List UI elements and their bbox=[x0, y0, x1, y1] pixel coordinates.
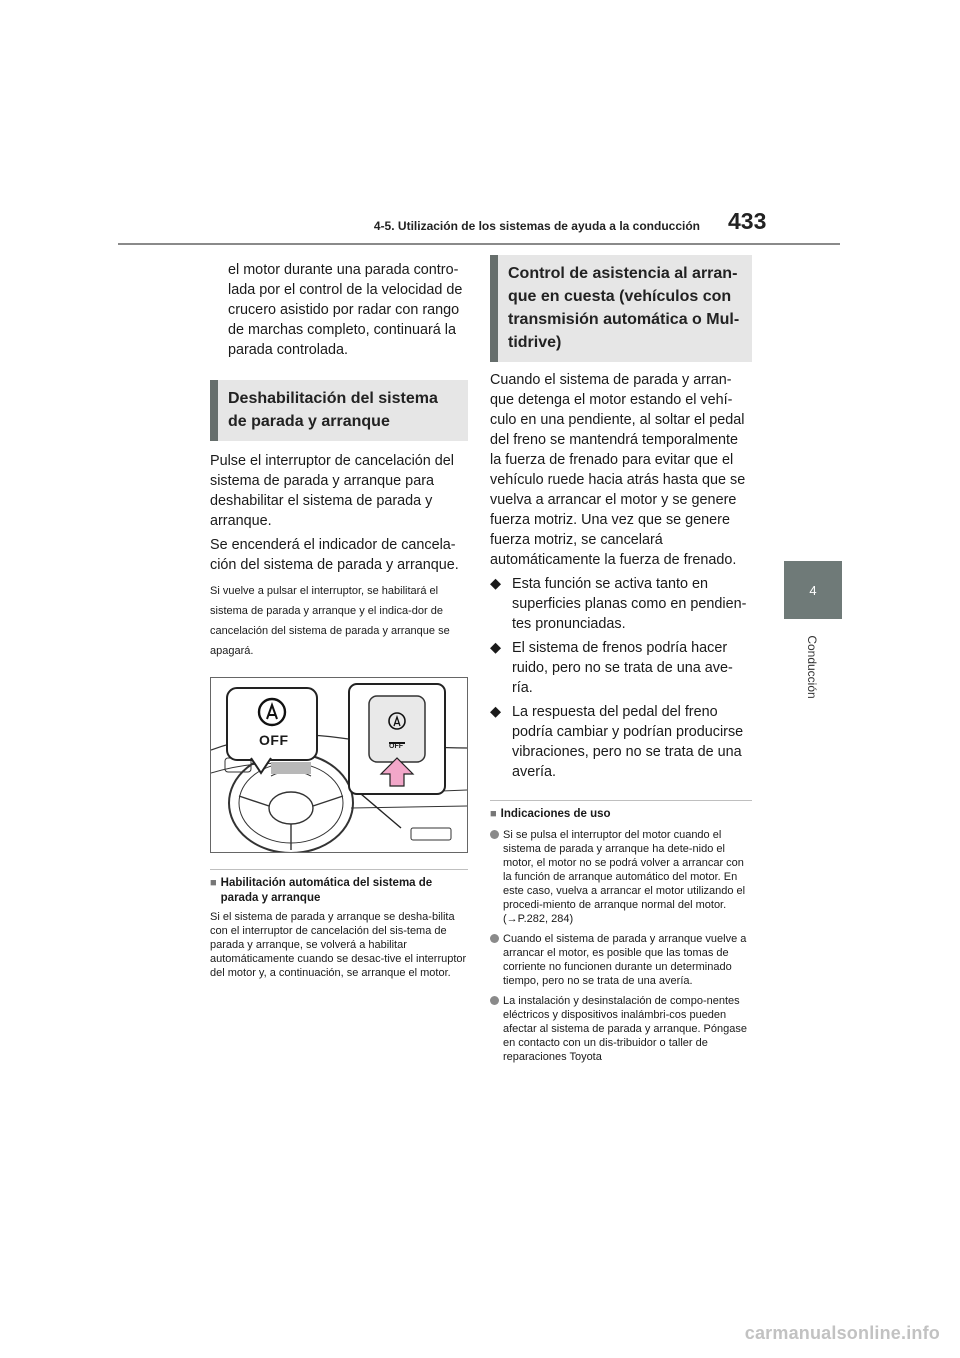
off-label-small: OFF bbox=[389, 743, 403, 750]
circle-bullet-icon bbox=[490, 934, 499, 943]
chapter-tab: 4 bbox=[784, 561, 842, 619]
note-item bbox=[490, 994, 752, 1064]
note-item-text: Si se pulsa el interruptor del motor cuando el sistema de parada y arranque ha dete-nido el motor, el motor no se podrá volver a arrancar con la función de arranque automático del motor. En este caso, vuelva a arrancar el motor utilizando el procedi-miento de arranque normal del motor. (→P.282, 284) bbox=[503, 829, 746, 925]
square-bullet-icon: ■ bbox=[490, 808, 497, 820]
bullet-item bbox=[490, 574, 752, 634]
watermark: carmanualsonline.info bbox=[744, 1323, 940, 1343]
note-item-text: La instalación y desinstalación de compo-nentes eléctricos y dispositivos inalámbri-cos pueden afectar al sistema de parada y arranque. Póngase en contacto con un dis-tribuidor o taller de reparaciones Toyota bbox=[503, 995, 747, 1063]
note-item-text: Cuando el sistema de parada y arranque vuelve a arrancar el motor, es posible que las tomas de corriente no funcionen durante un determinado tiempo, pero no se trata de una avería. bbox=[503, 933, 747, 987]
diamond-bullet-icon: ◆ bbox=[490, 640, 502, 656]
small-print-reenable: Si vuelve a pulsar el interruptor, se habilitará el sistema de parada y arranque y el indica-dor de cancelación del sistema de parada y arranque se apagará. bbox=[210, 585, 450, 657]
diamond-bullet-icon: ◆ bbox=[490, 576, 502, 592]
note-heading-usage bbox=[490, 807, 752, 822]
square-bullet-icon: ■ bbox=[210, 877, 217, 889]
page-number: 433 bbox=[728, 208, 767, 234]
bullet-text: El sistema de frenos podría hacer ruido, pero no se trata de una ave-ría. bbox=[512, 640, 733, 696]
note-text-auto-enable: Si el sistema de parada y arranque se desha-bilita con el interruptor de cancelación del sis-tema de parada y arranque, se volverá a habilitar automáticamente cuando se desac-tive el interruptor del motor y, a continuación, se arranque el motor. bbox=[210, 911, 467, 979]
header-divider bbox=[118, 243, 840, 245]
dashboard-switch-illustration bbox=[210, 677, 468, 853]
bullet-item bbox=[490, 702, 752, 782]
paragraph-indicator: Se encenderá el indicador de cancela-ción del sistema de parada y arranque. bbox=[210, 537, 459, 573]
bullet-text: La respuesta del pedal del freno podría cambiar y podrían producirse vibraciones, pero no se trata de una avería. bbox=[512, 704, 744, 780]
paragraph-hill-start: Cuando el sistema de parada y arran-que detenga el motor estando el vehí-culo en una pendiente, al soltar el pedal del freno se mantendrá temporalmente la fuerza de frenado para evitar que el vehículo ruede hacia atrás hasta que se vuelva a arrancar el motor y se genere fuerza motriz. Una vez que se genere fuerza motriz, se cancelará automáticamente la fuerza de frenado. bbox=[490, 372, 746, 568]
circle-bullet-icon bbox=[490, 830, 499, 839]
dashboard-drawing bbox=[211, 678, 467, 852]
note-item bbox=[490, 828, 752, 926]
diamond-bullet-icon: ◆ bbox=[490, 704, 502, 720]
left-column bbox=[210, 260, 468, 980]
intro-paragraph: el motor durante una parada contro-lada por el control de la velocidad de crucero asistido por radar con rango de marchas completo, continuará la parada controlada. bbox=[228, 262, 463, 358]
bullet-text: Esta función se activa tanto en superficies planas como en pendien-tes pronunciadas. bbox=[512, 576, 747, 632]
note-item bbox=[490, 932, 752, 988]
section-heading-disable: Deshabilitación del sistema de parada y arranque bbox=[210, 380, 468, 441]
paragraph-disable: Pulse el interruptor de cancelación del sistema de parada y arranque para deshabilitar el sistema de parada y arranque. bbox=[210, 453, 454, 529]
bullet-item bbox=[490, 638, 752, 698]
right-column bbox=[490, 255, 752, 1064]
note-heading-text: Indicaciones de uso bbox=[500, 808, 611, 820]
section-title: 4-5. Utilización de los sistemas de ayuda a la conducción bbox=[373, 219, 700, 233]
circle-bullet-icon bbox=[490, 996, 499, 1005]
section-heading-hill-start: Control de asistencia al arran-que en cuesta (vehículos con transmisión automática o Mul-tidrive) bbox=[490, 255, 752, 362]
off-label-large: OFF bbox=[259, 732, 289, 748]
note-heading-auto-enable bbox=[210, 876, 468, 906]
note-heading-text: Habilitación automática del sistema de parada y arranque bbox=[220, 877, 433, 904]
chapter-label: Conducción bbox=[805, 635, 819, 699]
